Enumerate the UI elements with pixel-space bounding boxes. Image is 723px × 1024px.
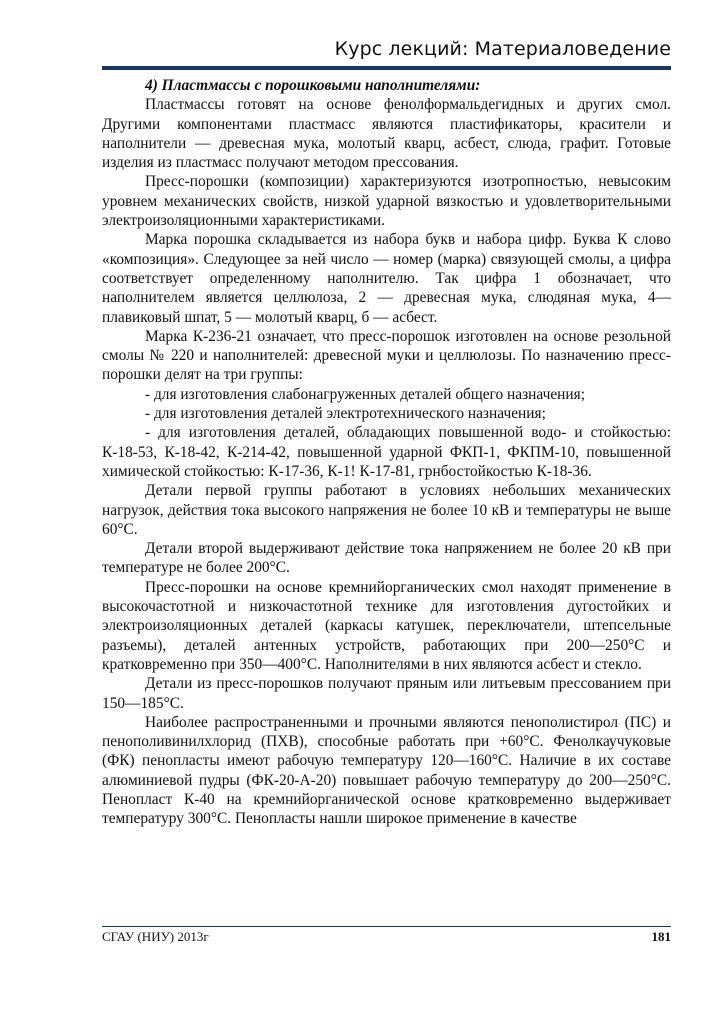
page-header-title: Курс лекций: Материаловедение [334, 38, 671, 60]
paragraph: Марка К-236-21 означает, что пресс-порошок изготовлен на основе резольной смолы № 220 и наполнителей: древесной муки и целлюлозы. По назначению пресс-порошки делят на три группы: [102, 327, 671, 384]
paragraph: Детали из пресс-порошков получают пряным или литьевым прессованием при 150—185°С. [102, 675, 671, 712]
list-item: - для изготовления слабонагруженных деталей общего назначения; [145, 385, 586, 403]
section-heading: 4) Пластмассы с порошковыми наполнителями: [145, 77, 481, 94]
footer-source: СГАУ (НИУ) 2013г [102, 929, 209, 944]
paragraph: Детали второй выдерживают действие тока напряжением не более 20 кВ при температуре не более 200°С. [102, 540, 671, 577]
paragraph: Детали первой группы работают в условиях небольших механических нагрузок, действия тока высокого напряжения не более 10 кВ и температуры не выше 60°С. [102, 482, 671, 538]
page-body [102, 76, 671, 829]
page-number: 181 [651, 929, 671, 944]
paragraph: Наиболее распространенными и прочными являются пенополистирол (ПС) и пенополивинилхлорид (ПХВ), способные работать при +60°С. Фенолкаучуковые (ФК) пенопласты имеют рабочую температуру 120—160°С. Наличие в их составе алюминиевой пудры (ФК-20-А-20) повышает рабочую температуру до 200—250°С. Пенопласт К-40 на кремнийорганической основе кратковременно выдерживает температуру 300°С. Пенопласты нашли широкое применение в качестве [102, 713, 671, 828]
paragraph: Пресс-порошки на основе кремнийорганических смол находят применение в высокочастотной и низкочастотной технике для изготовления дугостойких и электроизоляционных деталей (каркасы катушек, переключатели, штепсельные разъемы), деталей антенных устройств, работающих при 200—250°С и кратковременно при 350—400°С. Наполнителями в них являются асбест и стекло. [102, 578, 671, 673]
list-item: - для изготовления деталей электротехнического назначения; [145, 405, 546, 423]
footer-divider [102, 926, 671, 927]
paragraph: Пластмассы готовят на основе фенолформальдегидных и других смол. Другими компонентами пластмасс являются пластификаторы, красители и наполнители — древесная мука, молотый кварц, асбест, слюда, графит. Готовые изделия из пластмасс получают методом прессования. [102, 96, 671, 172]
paragraph: Марка порошка складывается из набора букв и набора цифр. Буква К слово «композиция». Следующее за ней число — номер (марка) связующей смолы, а цифра соответствует определенному наполнителю. Так цифра 1 обозначает, что наполнителем является целлюлоза, 2 — древесная мука, слюдяная мука, 4—плавиковый шпат, 5 — молотый кварц, б — асбест. [102, 231, 671, 326]
list-item: - для изготовления деталей, обладающих повышенной водо- и стойкостью: К-18-53, К-18-42, К-214-42, повышенной ударной ФКП-1, ФКПМ-10, повышенной химической стойкостью: К-17-36, К-1! К-17-81, грнбостойкостью К-18-36. [102, 424, 671, 480]
paragraph: Пресс-порошки (композиции) характеризуются изотропностью, невысоким уровнем механических свойств, низкой ударной вязкостью и удовлетворительными электроизоляционными характеристиками. [102, 173, 671, 230]
header-divider [102, 66, 671, 70]
